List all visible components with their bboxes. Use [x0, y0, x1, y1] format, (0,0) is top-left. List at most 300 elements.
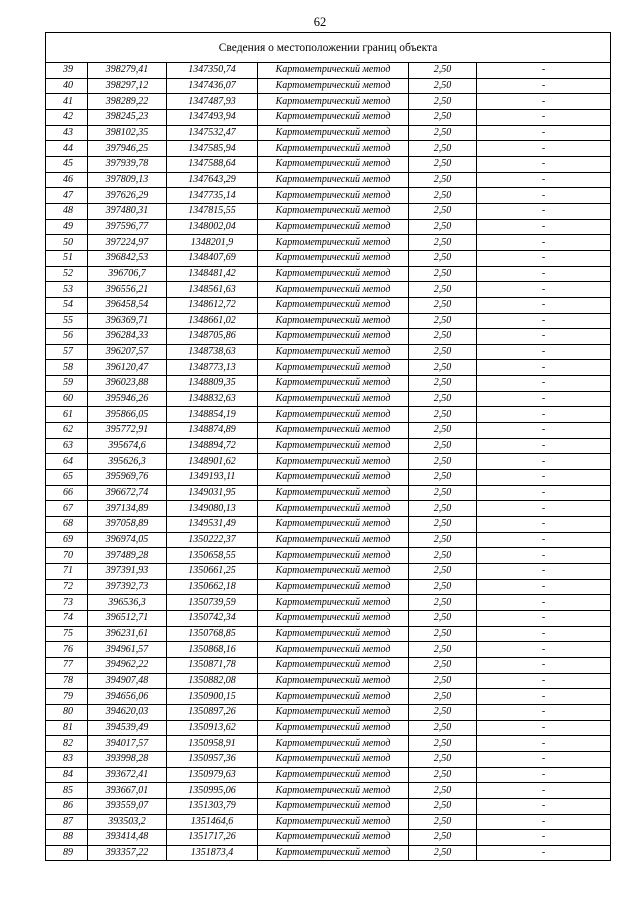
- y-coordinate-cell: 1351464,6: [167, 814, 258, 830]
- method-cell: Картометрический метод: [258, 673, 409, 689]
- point-number-cell: 57: [46, 344, 88, 360]
- y-coordinate-cell: 1350742,34: [167, 610, 258, 626]
- method-cell: Картометрический метод: [258, 470, 409, 486]
- x-coordinate-cell: 396672,74: [88, 485, 167, 501]
- x-coordinate-cell: 397134,89: [88, 501, 167, 517]
- method-cell: Картометрический метод: [258, 313, 409, 329]
- method-cell: Картометрический метод: [258, 109, 409, 125]
- point-number-cell: 45: [46, 156, 88, 172]
- accuracy-cell: 2,50: [409, 438, 477, 454]
- x-coordinate-cell: 394539,49: [88, 720, 167, 736]
- y-coordinate-cell: 1348561,63: [167, 282, 258, 298]
- y-coordinate-cell: 1350995,06: [167, 783, 258, 799]
- accuracy-cell: 2,50: [409, 517, 477, 533]
- method-cell: Картометрический метод: [258, 344, 409, 360]
- accuracy-cell: 2,50: [409, 454, 477, 470]
- x-coordinate-cell: 397809,13: [88, 172, 167, 188]
- description-cell: -: [477, 642, 611, 658]
- table-body: [46, 33, 611, 861]
- y-coordinate-cell: 1348481,42: [167, 266, 258, 282]
- y-coordinate-cell: 1348407,69: [167, 250, 258, 266]
- accuracy-cell: 2,50: [409, 704, 477, 720]
- x-coordinate-cell: 397939,78: [88, 156, 167, 172]
- x-coordinate-cell: 397480,31: [88, 203, 167, 219]
- description-cell: -: [477, 391, 611, 407]
- description-cell: -: [477, 423, 611, 439]
- table-row: [46, 626, 611, 642]
- point-number-cell: 44: [46, 141, 88, 157]
- method-cell: Картометрический метод: [258, 657, 409, 673]
- page-number: 62: [313, 15, 327, 29]
- accuracy-cell: 2,50: [409, 595, 477, 611]
- accuracy-cell: 2,50: [409, 642, 477, 658]
- accuracy-cell: 2,50: [409, 501, 477, 517]
- accuracy-cell: 2,50: [409, 78, 477, 94]
- table-row: [46, 689, 611, 705]
- accuracy-cell: 2,50: [409, 329, 477, 345]
- accuracy-cell: 2,50: [409, 657, 477, 673]
- table-row: [46, 595, 611, 611]
- method-cell: Картометрический метод: [258, 266, 409, 282]
- x-coordinate-cell: 397596,77: [88, 219, 167, 235]
- description-cell: -: [477, 564, 611, 580]
- description-cell: -: [477, 94, 611, 110]
- point-number-cell: 88: [46, 830, 88, 846]
- table-row: [46, 657, 611, 673]
- table-title-row: [46, 33, 611, 63]
- description-cell: -: [477, 736, 611, 752]
- accuracy-cell: 2,50: [409, 125, 477, 141]
- description-cell: -: [477, 751, 611, 767]
- accuracy-cell: 2,50: [409, 564, 477, 580]
- point-number-cell: 64: [46, 454, 88, 470]
- x-coordinate-cell: 397392,73: [88, 579, 167, 595]
- description-cell: -: [477, 798, 611, 814]
- x-coordinate-cell: 398102,35: [88, 125, 167, 141]
- accuracy-cell: 2,50: [409, 266, 477, 282]
- method-cell: Картометрический метод: [258, 689, 409, 705]
- point-number-cell: 48: [46, 203, 88, 219]
- method-cell: Картометрический метод: [258, 250, 409, 266]
- table-row: [46, 391, 611, 407]
- table-row: [46, 282, 611, 298]
- method-cell: Картометрический метод: [258, 783, 409, 799]
- method-cell: Картометрический метод: [258, 595, 409, 611]
- method-cell: Картометрический метод: [258, 548, 409, 564]
- x-coordinate-cell: 394620,03: [88, 704, 167, 720]
- point-number-cell: 69: [46, 532, 88, 548]
- description-cell: -: [477, 673, 611, 689]
- method-cell: Картометрический метод: [258, 532, 409, 548]
- y-coordinate-cell: 1347532,47: [167, 125, 258, 141]
- point-number-cell: 86: [46, 798, 88, 814]
- method-cell: Картометрический метод: [258, 564, 409, 580]
- point-number-cell: 78: [46, 673, 88, 689]
- method-cell: Картометрический метод: [258, 830, 409, 846]
- table-row: [46, 736, 611, 752]
- x-coordinate-cell: 395674,6: [88, 438, 167, 454]
- y-coordinate-cell: 1349193,11: [167, 470, 258, 486]
- point-number-cell: 76: [46, 642, 88, 658]
- accuracy-cell: 2,50: [409, 391, 477, 407]
- description-cell: -: [477, 125, 611, 141]
- method-cell: Картометрический метод: [258, 751, 409, 767]
- x-coordinate-cell: 398245,23: [88, 109, 167, 125]
- point-number-cell: 62: [46, 423, 88, 439]
- y-coordinate-cell: 1347350,74: [167, 63, 258, 79]
- y-coordinate-cell: 1350768,85: [167, 626, 258, 642]
- x-coordinate-cell: 393667,01: [88, 783, 167, 799]
- description-cell: -: [477, 172, 611, 188]
- point-number-cell: 66: [46, 485, 88, 501]
- x-coordinate-cell: 395969,76: [88, 470, 167, 486]
- point-number-cell: 71: [46, 564, 88, 580]
- x-coordinate-cell: 396974,05: [88, 532, 167, 548]
- accuracy-cell: 2,50: [409, 798, 477, 814]
- method-cell: Картометрический метод: [258, 156, 409, 172]
- description-cell: -: [477, 203, 611, 219]
- x-coordinate-cell: 395866,05: [88, 407, 167, 423]
- method-cell: Картометрический метод: [258, 517, 409, 533]
- method-cell: Картометрический метод: [258, 282, 409, 298]
- description-cell: -: [477, 376, 611, 392]
- method-cell: Картометрический метод: [258, 454, 409, 470]
- accuracy-cell: 2,50: [409, 360, 477, 376]
- table-row: [46, 156, 611, 172]
- accuracy-cell: 2,50: [409, 532, 477, 548]
- table-row: [46, 94, 611, 110]
- accuracy-cell: 2,50: [409, 297, 477, 313]
- point-number-cell: 65: [46, 470, 88, 486]
- x-coordinate-cell: 393998,28: [88, 751, 167, 767]
- table-row: [46, 109, 611, 125]
- method-cell: Картометрический метод: [258, 798, 409, 814]
- table-row: [46, 798, 611, 814]
- description-cell: -: [477, 438, 611, 454]
- method-cell: Картометрический метод: [258, 407, 409, 423]
- y-coordinate-cell: 1350979,63: [167, 767, 258, 783]
- table-row: [46, 485, 611, 501]
- x-coordinate-cell: 396369,71: [88, 313, 167, 329]
- y-coordinate-cell: 1349031,95: [167, 485, 258, 501]
- method-cell: Картометрический метод: [258, 78, 409, 94]
- x-coordinate-cell: 397391,93: [88, 564, 167, 580]
- method-cell: Картометрический метод: [258, 610, 409, 626]
- y-coordinate-cell: 1350913,62: [167, 720, 258, 736]
- accuracy-cell: 2,50: [409, 673, 477, 689]
- x-coordinate-cell: 394656,06: [88, 689, 167, 705]
- accuracy-cell: 2,50: [409, 219, 477, 235]
- table-row: [46, 767, 611, 783]
- point-number-cell: 49: [46, 219, 88, 235]
- point-number-cell: 63: [46, 438, 88, 454]
- x-coordinate-cell: 395626,3: [88, 454, 167, 470]
- accuracy-cell: 2,50: [409, 485, 477, 501]
- y-coordinate-cell: 1347815,55: [167, 203, 258, 219]
- y-coordinate-cell: 1348773,13: [167, 360, 258, 376]
- description-cell: -: [477, 767, 611, 783]
- description-cell: -: [477, 532, 611, 548]
- point-number-cell: 80: [46, 704, 88, 720]
- x-coordinate-cell: 396556,21: [88, 282, 167, 298]
- accuracy-cell: 2,50: [409, 830, 477, 846]
- description-cell: -: [477, 360, 611, 376]
- accuracy-cell: 2,50: [409, 376, 477, 392]
- description-cell: -: [477, 250, 611, 266]
- description-cell: -: [477, 517, 611, 533]
- point-number-cell: 81: [46, 720, 88, 736]
- accuracy-cell: 2,50: [409, 407, 477, 423]
- y-coordinate-cell: 1350739,59: [167, 595, 258, 611]
- method-cell: Картометрический метод: [258, 626, 409, 642]
- table-row: [46, 125, 611, 141]
- table-row: [46, 266, 611, 282]
- y-coordinate-cell: 1349531,49: [167, 517, 258, 533]
- y-coordinate-cell: 1347487,93: [167, 94, 258, 110]
- point-number-cell: 77: [46, 657, 88, 673]
- y-coordinate-cell: 1350958,91: [167, 736, 258, 752]
- accuracy-cell: 2,50: [409, 610, 477, 626]
- accuracy-cell: 2,50: [409, 63, 477, 79]
- x-coordinate-cell: 396842,53: [88, 250, 167, 266]
- point-number-cell: 67: [46, 501, 88, 517]
- table-row: [46, 188, 611, 204]
- y-coordinate-cell: 1350871,78: [167, 657, 258, 673]
- method-cell: Картометрический метод: [258, 219, 409, 235]
- y-coordinate-cell: 1347585,94: [167, 141, 258, 157]
- description-cell: -: [477, 266, 611, 282]
- x-coordinate-cell: 396458,54: [88, 297, 167, 313]
- method-cell: Картометрический метод: [258, 391, 409, 407]
- point-number-cell: 75: [46, 626, 88, 642]
- point-number-cell: 50: [46, 235, 88, 251]
- x-coordinate-cell: 396512,71: [88, 610, 167, 626]
- accuracy-cell: 2,50: [409, 423, 477, 439]
- point-number-cell: 74: [46, 610, 88, 626]
- accuracy-cell: 2,50: [409, 109, 477, 125]
- table-row: [46, 172, 611, 188]
- method-cell: Картометрический метод: [258, 438, 409, 454]
- y-coordinate-cell: 1348809,35: [167, 376, 258, 392]
- x-coordinate-cell: 398279,41: [88, 63, 167, 79]
- y-coordinate-cell: 1350658,55: [167, 548, 258, 564]
- accuracy-cell: 2,50: [409, 783, 477, 799]
- y-coordinate-cell: 1347735,14: [167, 188, 258, 204]
- table-row: [46, 501, 611, 517]
- x-coordinate-cell: 397224,97: [88, 235, 167, 251]
- x-coordinate-cell: 393503,2: [88, 814, 167, 830]
- description-cell: -: [477, 297, 611, 313]
- x-coordinate-cell: 393559,07: [88, 798, 167, 814]
- accuracy-cell: 2,50: [409, 626, 477, 642]
- y-coordinate-cell: 1350897,26: [167, 704, 258, 720]
- x-coordinate-cell: 397626,29: [88, 188, 167, 204]
- method-cell: Картометрический метод: [258, 63, 409, 79]
- x-coordinate-cell: 396023,88: [88, 376, 167, 392]
- x-coordinate-cell: 394017,57: [88, 736, 167, 752]
- table-row: [46, 564, 611, 580]
- point-number-cell: 87: [46, 814, 88, 830]
- table-row: [46, 78, 611, 94]
- boundary-coordinates-sheet: [45, 32, 610, 861]
- description-cell: -: [477, 579, 611, 595]
- y-coordinate-cell: 1348874,89: [167, 423, 258, 439]
- description-cell: -: [477, 78, 611, 94]
- description-cell: -: [477, 344, 611, 360]
- method-cell: Картометрический метод: [258, 329, 409, 345]
- description-cell: -: [477, 626, 611, 642]
- y-coordinate-cell: 1347643,29: [167, 172, 258, 188]
- point-number-cell: 55: [46, 313, 88, 329]
- table-row: [46, 454, 611, 470]
- table-row: [46, 642, 611, 658]
- y-coordinate-cell: 1348002,04: [167, 219, 258, 235]
- table-row: [46, 704, 611, 720]
- description-cell: -: [477, 783, 611, 799]
- description-cell: -: [477, 141, 611, 157]
- table-row: [46, 814, 611, 830]
- x-coordinate-cell: 394907,48: [88, 673, 167, 689]
- description-cell: -: [477, 657, 611, 673]
- description-cell: -: [477, 485, 611, 501]
- point-number-cell: 58: [46, 360, 88, 376]
- point-number-cell: 83: [46, 751, 88, 767]
- method-cell: Картометрический метод: [258, 235, 409, 251]
- accuracy-cell: 2,50: [409, 94, 477, 110]
- accuracy-cell: 2,50: [409, 470, 477, 486]
- table-row: [46, 532, 611, 548]
- accuracy-cell: 2,50: [409, 548, 477, 564]
- point-number-cell: 41: [46, 94, 88, 110]
- table-row: [46, 329, 611, 345]
- method-cell: Картометрический метод: [258, 203, 409, 219]
- y-coordinate-cell: 1350661,25: [167, 564, 258, 580]
- method-cell: Картометрический метод: [258, 485, 409, 501]
- x-coordinate-cell: 396284,33: [88, 329, 167, 345]
- table-row: [46, 360, 611, 376]
- y-coordinate-cell: 1351717,26: [167, 830, 258, 846]
- point-number-cell: 47: [46, 188, 88, 204]
- method-cell: Картометрический метод: [258, 141, 409, 157]
- y-coordinate-cell: 1348901,62: [167, 454, 258, 470]
- point-number-cell: 60: [46, 391, 88, 407]
- y-coordinate-cell: 1351873,4: [167, 845, 258, 861]
- y-coordinate-cell: 1349080,13: [167, 501, 258, 517]
- x-coordinate-cell: 396207,57: [88, 344, 167, 360]
- table-row: [46, 407, 611, 423]
- accuracy-cell: 2,50: [409, 767, 477, 783]
- point-number-cell: 84: [46, 767, 88, 783]
- x-coordinate-cell: 397489,28: [88, 548, 167, 564]
- accuracy-cell: 2,50: [409, 845, 477, 861]
- y-coordinate-cell: 1347588,64: [167, 156, 258, 172]
- method-cell: Картометрический метод: [258, 125, 409, 141]
- x-coordinate-cell: 397946,25: [88, 141, 167, 157]
- description-cell: -: [477, 720, 611, 736]
- y-coordinate-cell: 1348854,19: [167, 407, 258, 423]
- method-cell: Картометрический метод: [258, 297, 409, 313]
- x-coordinate-cell: 393414,48: [88, 830, 167, 846]
- table-row: [46, 344, 611, 360]
- x-coordinate-cell: 396706,7: [88, 266, 167, 282]
- accuracy-cell: 2,50: [409, 188, 477, 204]
- description-cell: -: [477, 470, 611, 486]
- point-number-cell: 42: [46, 109, 88, 125]
- accuracy-cell: 2,50: [409, 344, 477, 360]
- table-row: [46, 751, 611, 767]
- point-number-cell: 40: [46, 78, 88, 94]
- y-coordinate-cell: 1348705,86: [167, 329, 258, 345]
- accuracy-cell: 2,50: [409, 235, 477, 251]
- y-coordinate-cell: 1350882,08: [167, 673, 258, 689]
- y-coordinate-cell: 1348832,63: [167, 391, 258, 407]
- point-number-cell: 73: [46, 595, 88, 611]
- accuracy-cell: 2,50: [409, 313, 477, 329]
- method-cell: Картометрический метод: [258, 814, 409, 830]
- accuracy-cell: 2,50: [409, 720, 477, 736]
- y-coordinate-cell: 1348738,63: [167, 344, 258, 360]
- method-cell: Картометрический метод: [258, 579, 409, 595]
- point-number-cell: 46: [46, 172, 88, 188]
- method-cell: Картометрический метод: [258, 94, 409, 110]
- table-row: [46, 219, 611, 235]
- description-cell: -: [477, 156, 611, 172]
- boundary-coordinates-table: [45, 32, 611, 861]
- accuracy-cell: 2,50: [409, 282, 477, 298]
- x-coordinate-cell: 394961,57: [88, 642, 167, 658]
- table-row: [46, 579, 611, 595]
- table-row: [46, 313, 611, 329]
- description-cell: -: [477, 595, 611, 611]
- description-cell: -: [477, 830, 611, 846]
- point-number-cell: 51: [46, 250, 88, 266]
- description-cell: -: [477, 610, 611, 626]
- table-row: [46, 423, 611, 439]
- description-cell: -: [477, 235, 611, 251]
- y-coordinate-cell: 1351303,79: [167, 798, 258, 814]
- table-title: Сведения о местоположении границ объекта: [46, 33, 611, 63]
- method-cell: Картометрический метод: [258, 767, 409, 783]
- point-number-cell: 82: [46, 736, 88, 752]
- table-row: [46, 376, 611, 392]
- method-cell: Картометрический метод: [258, 188, 409, 204]
- x-coordinate-cell: 396231,61: [88, 626, 167, 642]
- y-coordinate-cell: 1350957,36: [167, 751, 258, 767]
- accuracy-cell: 2,50: [409, 579, 477, 595]
- x-coordinate-cell: 396120,47: [88, 360, 167, 376]
- accuracy-cell: 2,50: [409, 250, 477, 266]
- point-number-cell: 72: [46, 579, 88, 595]
- table-row: [46, 783, 611, 799]
- point-number-cell: 89: [46, 845, 88, 861]
- table-row: [46, 548, 611, 564]
- method-cell: Картометрический метод: [258, 376, 409, 392]
- x-coordinate-cell: 395946,26: [88, 391, 167, 407]
- x-coordinate-cell: 398289,22: [88, 94, 167, 110]
- method-cell: Картометрический метод: [258, 704, 409, 720]
- description-cell: -: [477, 313, 611, 329]
- method-cell: Картометрический метод: [258, 360, 409, 376]
- y-coordinate-cell: 1348894,72: [167, 438, 258, 454]
- y-coordinate-cell: 1350222,37: [167, 532, 258, 548]
- table-row: [46, 438, 611, 454]
- table-row: [46, 673, 611, 689]
- table-row: [46, 250, 611, 266]
- description-cell: -: [477, 454, 611, 470]
- point-number-cell: 68: [46, 517, 88, 533]
- y-coordinate-cell: 1348201,9: [167, 235, 258, 251]
- y-coordinate-cell: 1350662,18: [167, 579, 258, 595]
